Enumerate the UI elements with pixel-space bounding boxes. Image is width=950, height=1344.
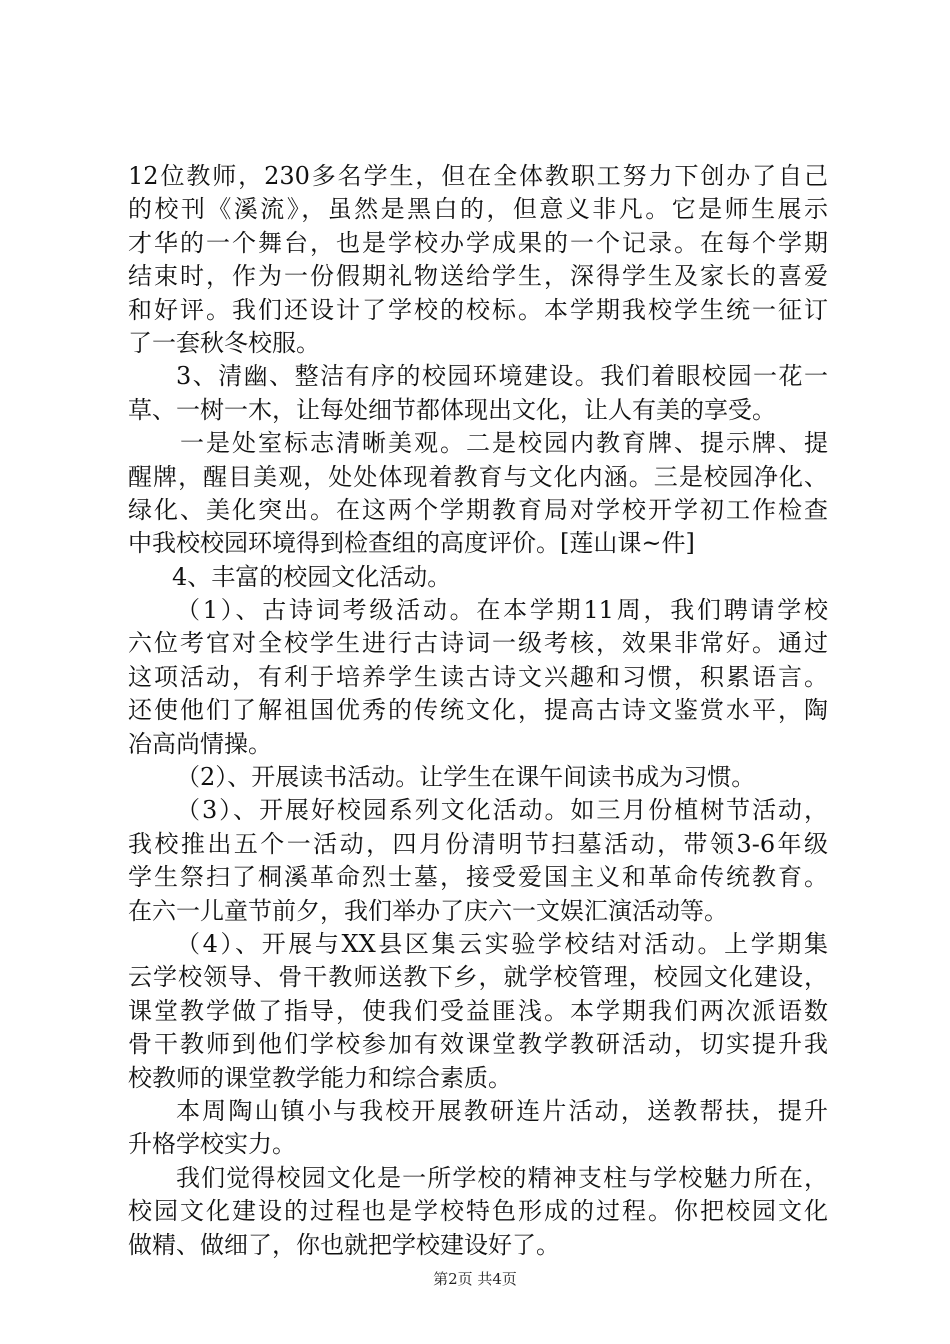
text-line: 我校推出五个一活动，四月份清明节扫墓活动，带领3-6年级: [128, 829, 828, 858]
text-line: 一是处室标志清晰美观。二是校园内教育牌、提示牌、提: [180, 429, 828, 458]
text-line: 中我校校园环境得到检查组的高度评价。[莲山课~件]: [128, 529, 695, 558]
text-line: 结束时，作为一份假期礼物送给学生，深得学生及家长的喜爱: [128, 262, 828, 291]
section-heading: 3、清幽、整洁有序的校园环境建设。我们着眼校园一花一: [176, 362, 828, 391]
text-line: 这项活动，有利于培养学生读古诗文兴趣和习惯，积累语言。: [128, 662, 828, 691]
page-footer: 第2页 共4页: [433, 1270, 517, 1288]
document-body: [128, 160, 828, 1262]
text-line: 还使他们了解祖国优秀的传统文化，提高古诗文鉴赏水平，陶: [128, 696, 828, 725]
text-line: 绿化、美化突出。在这两个学期教育局对学校开学初工作检查: [128, 495, 828, 524]
text-line: 本周陶山镇小与我校开展教研连片活动，送教帮扶，提升: [176, 1096, 828, 1125]
text-line: 在六一儿童节前夕，我们举办了庆六一文娱汇演活动等。: [128, 896, 728, 925]
text-line: （4）、开展与XX县区集云实验学校结对活动。上学期集: [176, 929, 828, 958]
text-line: 醒牌，醒目美观，处处体现着教育与文化内涵。三是校园净化、: [128, 462, 828, 491]
text-line: 了一套秋冬校服。: [128, 328, 320, 357]
text-line: （1）、古诗词考级活动。在本学期11周，我们聘请学校: [176, 596, 828, 625]
text-line: 的校刊《溪流》，虽然是黑白的，但意义非凡。它是师生展示: [128, 195, 828, 224]
text-line: 升格学校实力。: [128, 1130, 296, 1159]
text-line: （3）、开展好校园系列文化活动。如三月份植树节活动，: [176, 796, 828, 825]
text-line: 骨干教师到他们学校参加有效课堂教学教研活动，切实提升我: [128, 1030, 828, 1059]
text-line: 做精、做细了，你也就把学校建设好了。: [128, 1230, 560, 1259]
text-line: 学生祭扫了桐溪革命烈士墓，接受爱国主义和革命传统教育。: [128, 863, 828, 892]
text-line: 云学校领导、骨干教师送教下乡，就学校管理，校园文化建设，: [128, 963, 828, 992]
text-line: 我们觉得校园文化是一所学校的精神支柱与学校魅力所在，: [176, 1163, 828, 1192]
section-heading: 4、丰富的校园文化活动。: [172, 562, 452, 591]
text-line: 校教师的课堂教学能力和综合素质。: [128, 1063, 512, 1092]
text-line: （2）、开展读书活动。让学生在课午间读书成为习惯。: [176, 763, 756, 792]
text-line: 课堂教学做了指导，使我们受益匪浅。本学期我们两次派语数: [128, 996, 828, 1025]
text-line: 冶高尚情操。: [128, 729, 272, 758]
text-line: 才华的一个舞台，也是学校办学成果的一个记录。在每个学期: [128, 228, 828, 257]
text-line: 六位考官对全校学生进行古诗词一级考核，效果非常好。通过: [128, 629, 828, 658]
text-line: 草、一树一木，让每处细节都体现出文化，让人有美的享受。: [128, 395, 776, 424]
text-line: 和好评。我们还设计了学校的校标。本学期我校学生统一征订: [128, 295, 828, 324]
text-line: 校园文化建设的过程也是学校特色形成的过程。你把校园文化: [128, 1197, 828, 1226]
text-line: 12位教师，230多名学生，但在全体教职工努力下创办了自己: [128, 162, 828, 190]
